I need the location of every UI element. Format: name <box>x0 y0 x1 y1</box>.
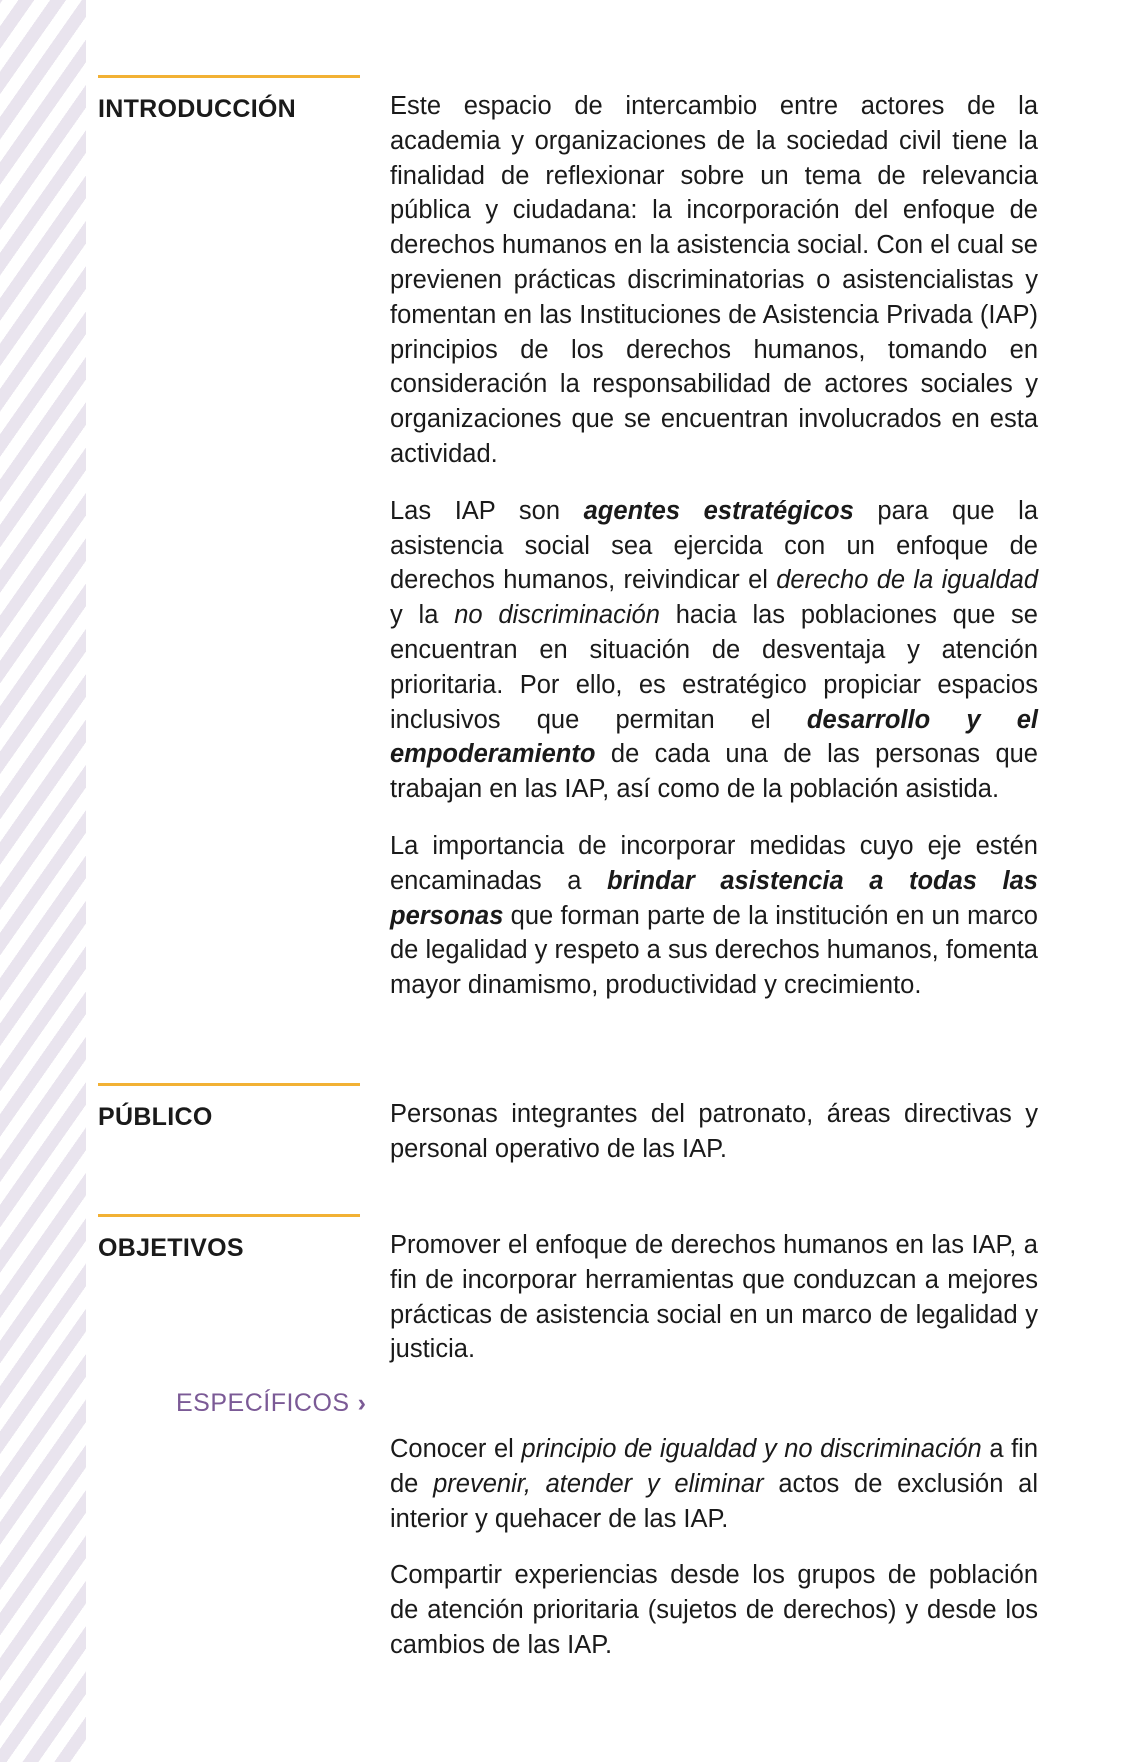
section-body-objetivos <box>390 1228 1038 1389</box>
publico-text: Personas integrantes del patronato, áreas directivas y personal operativo de las IAP. <box>390 1100 1038 1163</box>
especificos-label: ESPECÍFICOS <box>176 1389 350 1417</box>
section-rule <box>98 1083 360 1086</box>
especificos-subheading <box>176 1389 466 1418</box>
objetivo-especifico-2: Compartir experiencias desde los grupos de población de atención prioritaria (sujetos de derechos) y desde los cambios de las IAP. <box>390 1561 1038 1659</box>
section-rule <box>98 75 360 78</box>
section-label-objetivos: OBJETIVOS <box>98 1234 244 1262</box>
objetivo-especifico-1: Conocer el principio de igualdad y no discriminación a fin de prevenir, atender y eliminar actos de exclusión al interior y quehacer de las IAP. <box>390 1435 1039 1533</box>
section-body-introduccion <box>390 89 1038 1025</box>
objetivo-general-text: Promover el enfoque de derechos humanos en las IAP, a fin de incorporar herramientas que conduzcan a mejores prácticas de asistencia social en un marco de legalidad y justicia. <box>390 1231 1038 1364</box>
section-body-publico <box>390 1097 1038 1189</box>
section-label-publico: PÚBLICO <box>98 1103 213 1131</box>
chevron-right-icon: › <box>357 1389 367 1417</box>
intro-paragraph-2: Las IAP son agentes estratégicos para que la asistencia social sea ejercida con un enfoque de derechos humanos, reivindicar el derecho de la igualdad y la no discriminación hacia las poblaciones que se encuentran en situación de desventaja y atención prioritaria. Por ello, es estratégico propiciar espacios inclusivos que permitan el desarrollo y el empoderamiento de cada una de las personas que trabajan en las IAP, así como de la población asistida. <box>390 496 1039 804</box>
intro-paragraph-3: La importancia de incorporar medidas cuyo eje estén encaminadas a brindar asistencia a todas las personas que forman parte de la institución en un marco de legalidad y respeto a sus derechos humanos, fomenta mayor dinamismo, productividad y crecimiento. <box>390 831 1038 1000</box>
striped-margin-decoration <box>0 0 86 1762</box>
section-label-introduccion: INTRODUCCIÓN <box>98 95 297 123</box>
especificos-body <box>390 1432 1038 1685</box>
section-rule <box>98 1214 360 1217</box>
intro-paragraph-1: Este espacio de intercambio entre actores de la academia y organizaciones de la sociedad civil tiene la finalidad de reflexionar sobre un tema de relevancia pública y ciudadana: la incorporación del enfoque de derechos humanos en la asistencia social. Con el cual se previenen prácticas discriminatorias o asistencialistas y fomentan en las Instituciones de Asistencia Privada (IAP) principios de los derechos humanos, tomando en consideración la responsabilidad de actores sociales y organizaciones que se encuentran involucrados en esta actividad. <box>390 92 1038 468</box>
